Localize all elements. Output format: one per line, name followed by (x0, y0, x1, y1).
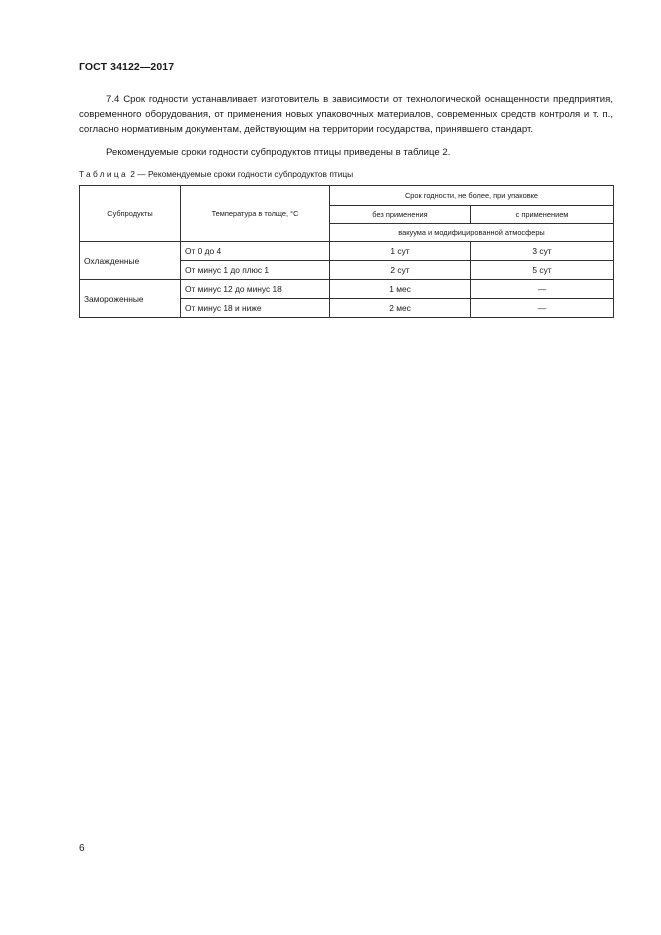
without-cell: 2 мес (330, 299, 471, 318)
header-with: с применением (471, 206, 614, 224)
paragraph-table-reference: Рекомендуемые сроки годности субпродуктов птицы приведены в таблице 2. (106, 147, 451, 158)
header-vacuum: вакуума и модифицированной атмосферы (330, 224, 614, 242)
without-cell: 2 сут (330, 261, 471, 280)
temperature-cell: От 0 до 4 (181, 242, 330, 261)
paragraph-7-4: 7.4 Срок годности устанавливает изготовитель в зависимости от технологической оснащенности предприятия, современного оборудования, от применения новых упаковочных материалов, современных средств контроля и т. п., согласно нормативным документам, действующим на территории государства, принявшего стандарт. (79, 94, 613, 136)
shelf-life-table (79, 185, 614, 318)
table-caption-word: Таблица (79, 169, 128, 179)
without-cell: 1 мес (330, 280, 471, 299)
product-cell: Замороженные (80, 280, 181, 318)
with-cell: 5 сут (471, 261, 614, 280)
with-cell: — (471, 299, 614, 318)
table-row (80, 242, 614, 261)
temperature-cell: От минус 18 и ниже (181, 299, 330, 318)
document-header: ГОСТ 34122—2017 (79, 61, 175, 73)
with-cell: 3 сут (471, 242, 614, 261)
table-row (80, 280, 614, 299)
without-cell: 1 сут (330, 242, 471, 261)
page-number: 6 (79, 843, 85, 854)
header-without: без применения (330, 206, 471, 224)
header-temperature: Температура в толще, °С (181, 186, 330, 242)
table-caption (79, 169, 353, 179)
table-caption-text: 2 — Рекомендуемые сроки годности субпродуктов птицы (127, 169, 354, 179)
header-shelf-life: Срок годности, не более, при упаковке (330, 186, 614, 206)
temperature-cell: От минус 12 до минус 18 (181, 280, 330, 299)
product-cell: Охлажденные (80, 242, 181, 280)
header-product: Субпродукты (80, 186, 181, 242)
temperature-cell: От минус 1 до плюс 1 (181, 261, 330, 280)
with-cell: — (471, 280, 614, 299)
table-header-row (80, 186, 614, 206)
